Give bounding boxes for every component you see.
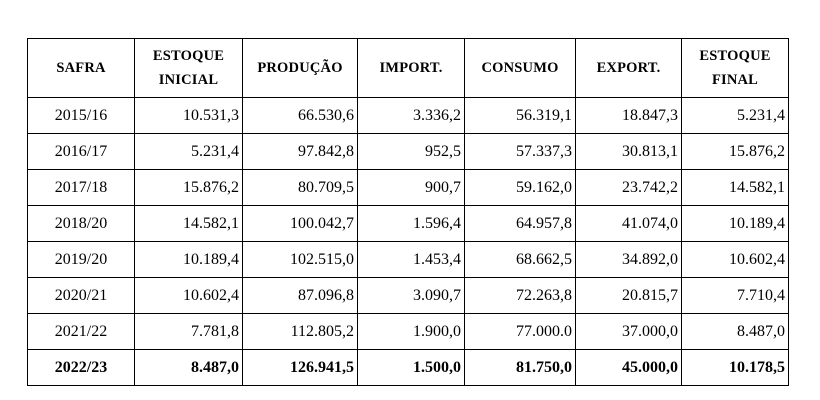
cell-consumo: 57.337,3 bbox=[465, 134, 576, 170]
cell-estoque-final: 10.189,4 bbox=[682, 206, 789, 242]
cell-producao: 112.805,2 bbox=[243, 314, 358, 350]
cell-safra: 2022/23 bbox=[28, 350, 135, 386]
table-body bbox=[28, 98, 789, 386]
cell-export: 23.742,2 bbox=[576, 170, 682, 206]
cell-import: 3.090,7 bbox=[358, 278, 465, 314]
table-row bbox=[28, 314, 789, 350]
cell-import: 1.453,4 bbox=[358, 242, 465, 278]
header-estoque-final: ESTOQUE FINAL bbox=[682, 39, 789, 98]
cell-safra: 2021/22 bbox=[28, 314, 135, 350]
supply-demand-table bbox=[27, 38, 789, 386]
cell-estoque-final: 10.602,4 bbox=[682, 242, 789, 278]
cell-consumo: 56.319,1 bbox=[465, 98, 576, 134]
cell-import: 1.500,0 bbox=[358, 350, 465, 386]
cell-consumo: 72.263,8 bbox=[465, 278, 576, 314]
cell-producao: 87.096,8 bbox=[243, 278, 358, 314]
cell-safra: 2016/17 bbox=[28, 134, 135, 170]
cell-import: 952,5 bbox=[358, 134, 465, 170]
cell-producao: 80.709,5 bbox=[243, 170, 358, 206]
cell-export: 41.074,0 bbox=[576, 206, 682, 242]
cell-export: 34.892,0 bbox=[576, 242, 682, 278]
cell-export: 37.000,0 bbox=[576, 314, 682, 350]
cell-estoque-inicial: 5.231,4 bbox=[135, 134, 243, 170]
table-row bbox=[28, 170, 789, 206]
header-export: EXPORT. bbox=[576, 39, 682, 98]
cell-estoque-final: 14.582,1 bbox=[682, 170, 789, 206]
cell-estoque-inicial: 15.876,2 bbox=[135, 170, 243, 206]
header-safra: SAFRA bbox=[28, 39, 135, 98]
table-row bbox=[28, 134, 789, 170]
cell-producao: 126.941,5 bbox=[243, 350, 358, 386]
table-row bbox=[28, 242, 789, 278]
header-import: IMPORT. bbox=[358, 39, 465, 98]
table-header-row bbox=[28, 39, 789, 98]
cell-estoque-inicial: 10.189,4 bbox=[135, 242, 243, 278]
table-row-total bbox=[28, 350, 789, 386]
cell-safra: 2017/18 bbox=[28, 170, 135, 206]
cell-consumo: 81.750,0 bbox=[465, 350, 576, 386]
cell-consumo: 68.662,5 bbox=[465, 242, 576, 278]
cell-import: 1.596,4 bbox=[358, 206, 465, 242]
cell-estoque-inicial: 10.531,3 bbox=[135, 98, 243, 134]
table-row bbox=[28, 278, 789, 314]
cell-producao: 66.530,6 bbox=[243, 98, 358, 134]
cell-consumo: 64.957,8 bbox=[465, 206, 576, 242]
cell-export: 30.813,1 bbox=[576, 134, 682, 170]
cell-consumo: 77.000.0 bbox=[465, 314, 576, 350]
cell-estoque-final: 10.178,5 bbox=[682, 350, 789, 386]
cell-export: 18.847,3 bbox=[576, 98, 682, 134]
cell-import: 900,7 bbox=[358, 170, 465, 206]
cell-estoque-inicial: 8.487,0 bbox=[135, 350, 243, 386]
cell-safra: 2015/16 bbox=[28, 98, 135, 134]
cell-export: 45.000,0 bbox=[576, 350, 682, 386]
cell-estoque-inicial: 10.602,4 bbox=[135, 278, 243, 314]
cell-estoque-final: 8.487,0 bbox=[682, 314, 789, 350]
cell-estoque-inicial: 7.781,8 bbox=[135, 314, 243, 350]
table-row bbox=[28, 98, 789, 134]
cell-safra: 2020/21 bbox=[28, 278, 135, 314]
cell-producao: 102.515,0 bbox=[243, 242, 358, 278]
cell-import: 3.336,2 bbox=[358, 98, 465, 134]
cell-safra: 2018/20 bbox=[28, 206, 135, 242]
cell-producao: 97.842,8 bbox=[243, 134, 358, 170]
header-estoque-inicial: ESTOQUE INICIAL bbox=[135, 39, 243, 98]
header-producao: PRODUÇÃO bbox=[243, 39, 358, 98]
cell-producao: 100.042,7 bbox=[243, 206, 358, 242]
cell-estoque-final: 7.710,4 bbox=[682, 278, 789, 314]
cell-estoque-inicial: 14.582,1 bbox=[135, 206, 243, 242]
cell-estoque-final: 5.231,4 bbox=[682, 98, 789, 134]
cell-import: 1.900,0 bbox=[358, 314, 465, 350]
table-row bbox=[28, 206, 789, 242]
header-consumo: CONSUMO bbox=[465, 39, 576, 98]
cell-estoque-final: 15.876,2 bbox=[682, 134, 789, 170]
cell-export: 20.815,7 bbox=[576, 278, 682, 314]
cell-safra: 2019/20 bbox=[28, 242, 135, 278]
cell-consumo: 59.162,0 bbox=[465, 170, 576, 206]
